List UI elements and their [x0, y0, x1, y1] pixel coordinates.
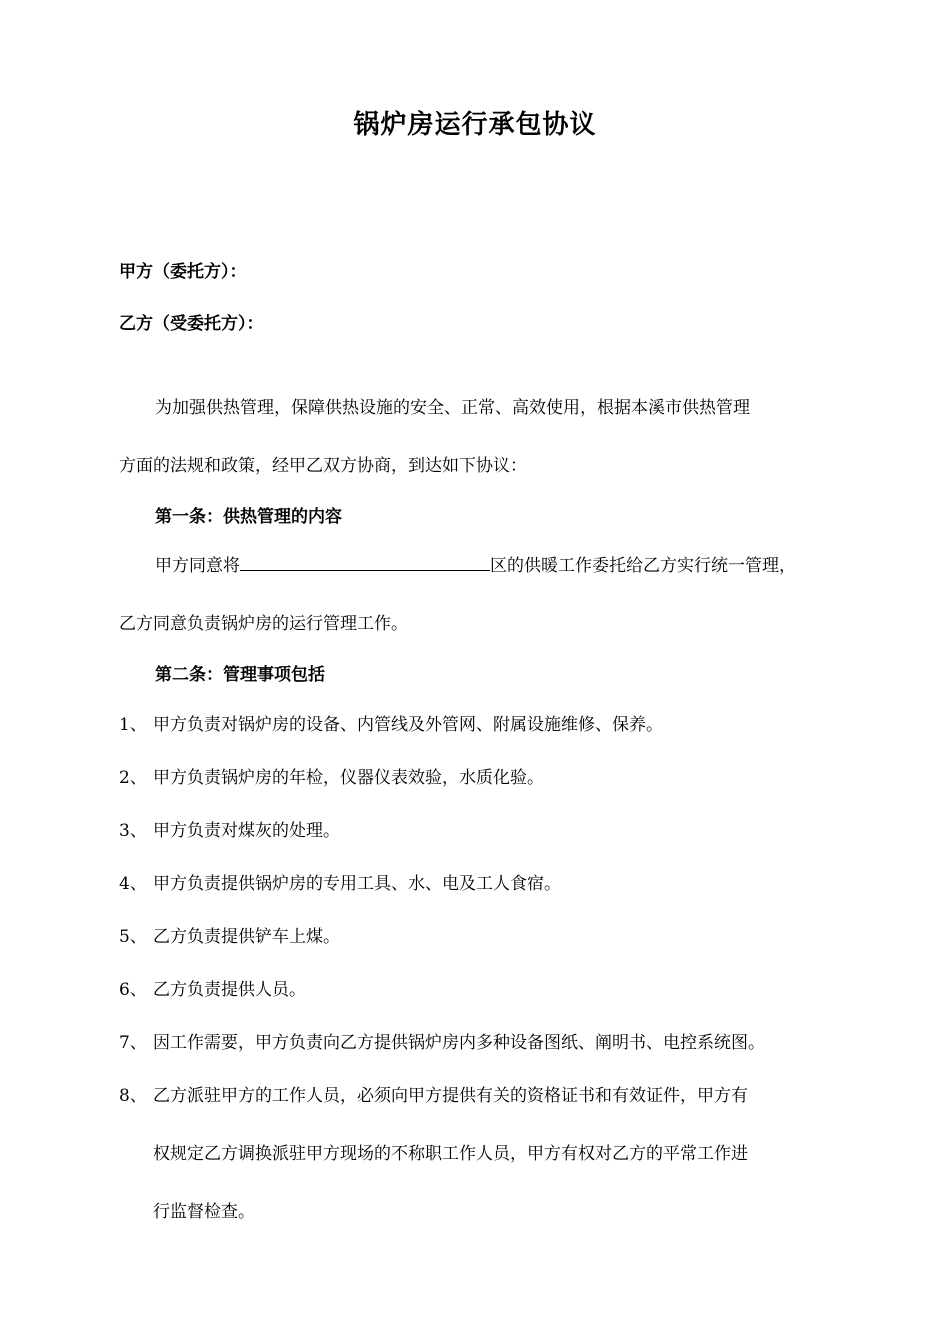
article1-line2: 乙方同意负责锅炉房的运行管理工作。 [119, 614, 408, 634]
list-item-text: 因工作需要，甲方负责向乙方提供锅炉房内多种设备图纸、阐明书、电控系统图。 [153, 1033, 765, 1053]
list-item-continuation: 权规定乙方调换派驻甲方现场的不称职工作人员，甲方有权对乙方的平常工作进 [153, 1144, 748, 1164]
intro-paragraph-line2: 方面的法规和政策，经甲乙双方协商，到达如下协议： [119, 456, 527, 476]
article1-text-before: 甲方同意将 [155, 556, 240, 576]
article1-heading: 第一条：供热管理的内容 [155, 507, 342, 527]
list-item [119, 766, 544, 790]
intro-paragraph-line1: 为加强供热管理，保障供热设施的安全、正常、高效使用，根据本溪市供热管理 [155, 398, 750, 418]
article1-line1 [155, 554, 796, 578]
list-item-continuation: 行监督检查。 [153, 1202, 255, 1222]
article1-text-after: 区的供暖工作委托给乙方实行统一管理， [490, 556, 796, 576]
list-item [119, 819, 340, 843]
list-item-text: 乙方负责提供人员。 [153, 980, 306, 1000]
list-item-number: 5、 [119, 927, 147, 947]
list-item-text: 甲方负责锅炉房的年检，仪器仪表效验，水质化验。 [153, 768, 544, 788]
list-item-number: 7、 [119, 1033, 147, 1053]
list-item [119, 925, 340, 949]
list-item [119, 1084, 748, 1108]
party-a-label: 甲方（委托方）： [119, 262, 247, 282]
list-item-number: 2、 [119, 768, 147, 788]
list-item-number: 8、 [119, 1086, 147, 1106]
list-item-number: 3、 [119, 821, 147, 841]
list-item-number: 6、 [119, 980, 147, 1000]
article2-heading: 第二条：管理事项包括 [155, 665, 325, 685]
list-item [119, 872, 561, 896]
list-item [119, 713, 663, 737]
list-item [119, 1031, 765, 1055]
list-item-text: 甲方负责对锅炉房的设备、内管线及外管网、附属设施维修、保养。 [153, 715, 663, 735]
document-title: 锅炉房运行承包协议 [353, 110, 597, 140]
list-item [119, 978, 306, 1002]
list-item-text: 乙方负责提供铲车上煤。 [153, 927, 340, 947]
district-blank [240, 554, 490, 571]
list-item-text: 甲方负责提供锅炉房的专用工具、水、电及工人食宿。 [153, 874, 561, 894]
list-item-number: 4、 [119, 874, 147, 894]
list-item-text: 乙方派驻甲方的工作人员，必须向甲方提供有关的资格证书和有效证件，甲方有 [153, 1086, 748, 1106]
list-item-text: 甲方负责对煤灰的处理。 [153, 821, 340, 841]
party-b-label: 乙方（受委托方）： [119, 314, 264, 334]
list-item-number: 1、 [119, 715, 147, 735]
